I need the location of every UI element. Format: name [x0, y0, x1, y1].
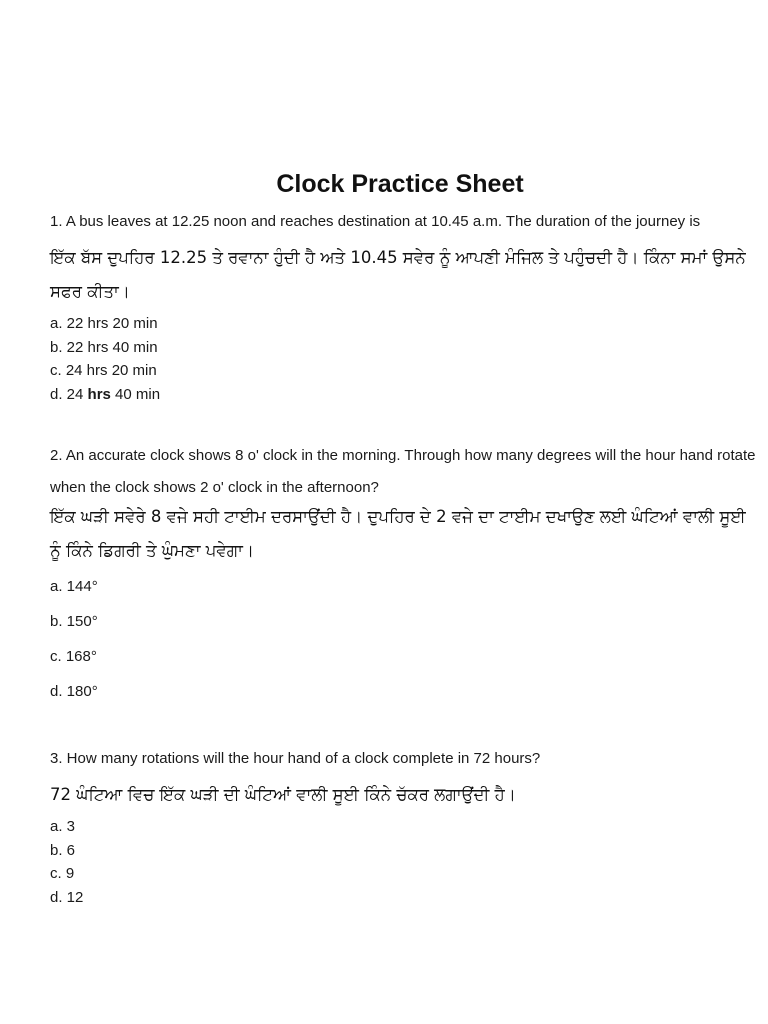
option-c: c. 168° — [50, 648, 97, 665]
option-d: d. 180° — [50, 683, 98, 700]
question-2-english: 2. An accurate clock shows 8 o' clock in the morning. Through how many degrees will the hour hand rotate when the clock shows 2 o' clock in the afternoon? — [50, 447, 756, 496]
question-3-punjabi: 72 ਘੰਟਿਆ ਵਿਚ ਇੱਕ ਘੜੀ ਦੀ ਘੰਟਿਆਂ ਵਾਲੀ ਸੂਈ ਕਿੰਨੇ ਚੱਕਰ ਲਗਾਉਂਦੀ ਹੈ। — [50, 785, 516, 804]
question-1-punjabi: ਇੱਕ ਬੱਸ ਦੁਪਹਿਰ 12.25 ਤੇ ਰਵਾਨਾ ਹੁੰਦੀ ਹੈ ਅਤੇ 10.45 ਸਵੇਰ ਨੂੰ ਆਪਣੀ ਮੰਜਿਲ ਤੇ ਪਹੁੰਚਦੀ ਹੈ। ਕਿੰਨਾ ਸਮਾਂ ਉਸਨੇ ਸਫਰ ਕੀਤਾ। — [50, 248, 746, 301]
question-3-options — [50, 815, 756, 909]
question-2-punjabi: ਇੱਕ ਘੜੀ ਸਵੇਰੇ 8 ਵਜੇ ਸਹੀ ਟਾਈਮ ਦਰਸਾਉਂਦੀ ਹੈ। ਦੁਪਹਿਰ ਦੇ 2 ਵਜੇ ਦਾ ਟਾਈਮ ਦਖਾਉਣ ਲਈ ਘੰਟਿਆਂ ਵਾਲੀ ਸੂਈ ਨੂੰ ਕਿੰਨੇ ਡਿਗਰੀ ਤੇ ਘੁੰਮਣਾ ਪਵੇਗਾ। — [50, 507, 746, 560]
option-a: a. 144° — [50, 578, 98, 595]
option-d-bold: hrs — [87, 385, 111, 403]
option-a: a. 3 — [50, 818, 76, 835]
option-a: a. 22 hrs 20 min — [50, 315, 158, 332]
option-b: b. 150° — [50, 613, 98, 630]
option-b: b. 6 — [50, 841, 76, 859]
option-c: c. 24 hrs 20 min — [50, 362, 157, 379]
option-c: c. 9 — [50, 865, 75, 882]
question-1-options — [50, 312, 756, 406]
question-1-english: 1. A bus leaves at 12.25 noon and reaches destination at 10.45 a.m. The duration of the journey is — [50, 213, 701, 230]
option-d — [50, 383, 756, 407]
option-d-prefix: d. 24 — [50, 385, 88, 403]
option-b: b. 22 hrs 40 min — [50, 338, 158, 356]
question-2-options — [50, 569, 756, 709]
option-d-suffix: 40 min — [110, 385, 161, 403]
page-title: Clock Practice Sheet — [276, 170, 524, 198]
option-d: d. 12 — [50, 888, 84, 906]
question-3-english: 3. How many rotations will the hour hand of a clock complete in 72 hours? — [50, 750, 541, 767]
